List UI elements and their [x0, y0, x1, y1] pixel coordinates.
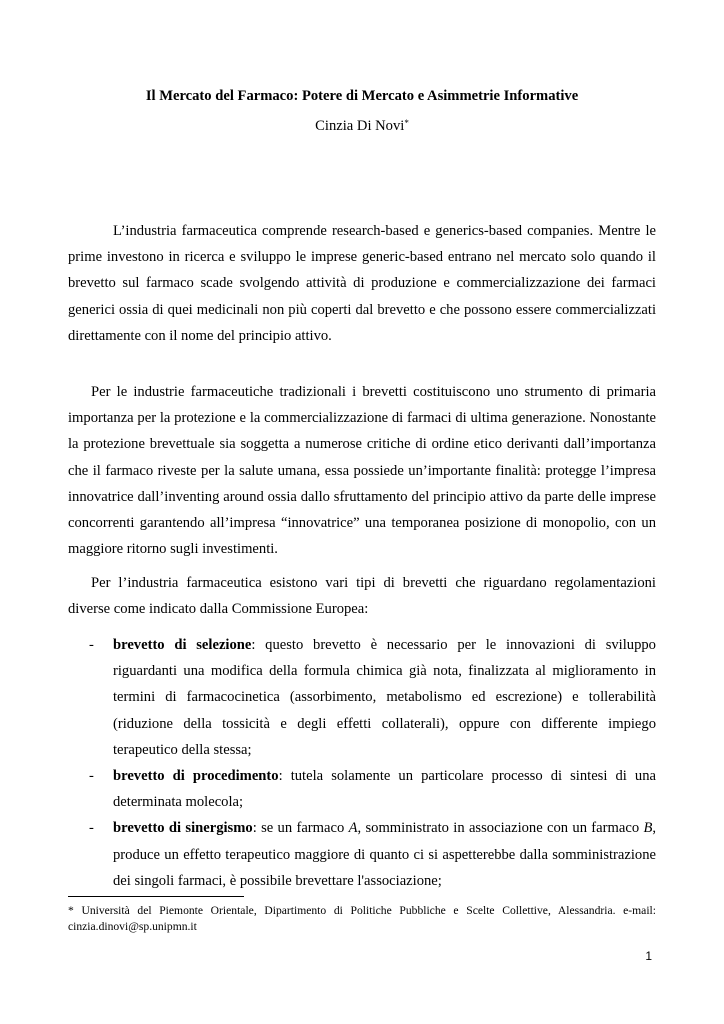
list-item-term: brevetto di sinergismo [113, 820, 253, 837]
list-dash: - [89, 768, 94, 785]
list-item [68, 815, 656, 894]
paragraph-text: Per l’industria farmaceutica esistono vari tipi di brevetti che riguardano regolamentazioni diverse come indicato dalla Commissione Europea: [68, 575, 656, 618]
footnote-mark: * [404, 118, 409, 128]
list-item-text: : questo brevetto è necessario per le innovazioni di sviluppo riguardanti una modifica della formula chimica già nota, finalizzata al miglioramento in termini di farmacocinetica (assorbimento, metabolismo ed escrezione) e tollerabilità (riduzione della tossicità e degli effetti collaterali), oppure con differente impiego terapeutico della stessa; [113, 637, 656, 758]
paragraph-2 [68, 379, 656, 562]
footnote: * Università del Piemonte Orientale, Dipartimento di Politiche Pubbliche e Scelte Collettive, Alessandria. e-mail: cinzia.dinovi@sp.unipmn.it [68, 904, 656, 933]
drug-a-label: A [348, 820, 358, 837]
paragraph-1 [68, 218, 656, 349]
document-title: Il Mercato del Farmaco: Potere di Mercato e Asimmetrie Informative [145, 88, 579, 104]
paragraph-text: Per le industrie farmaceutiche tradizionali i brevetti costituiscono uno strumento di primaria importanza per la protezione e la commercializzazione di farmaci di ultima generazione. Nonostante la protezione brevettuale sia soggetta a numerose critiche di ordine etico derivanti dall’importanza che il farmaco riveste per la salute umana, essa possiede un’importante finalità: protegge l’impresa innovatrice dall’inventing around ossia dallo sfruttamento del principio attivo da parte delle imprese concorrenti garantendo all’impresa “innovatrice” una temporanea posizione di monopolio, con un maggiore ritorno sugli investimenti. [68, 384, 656, 558]
page-number: 1 [645, 949, 652, 963]
list-item [68, 632, 656, 763]
list-item-term: brevetto di selezione [113, 637, 252, 653]
paragraph-3 [68, 570, 656, 622]
drug-b-label: B [643, 820, 653, 837]
paragraph-text: L’industria farmaceutica comprende research-based e generics-based companies. Mentre le prime investono in ricerca e sviluppo le imprese generic-based entrano nel mercato solo quando il brevetto sul farmaco scade svolgendo attività di produzione e commercializzazione dei farmaci generici ossia di quei medicinali non più coperti dal brevetto e che possono essere commercializzati direttamente con il nome del principio attivo. [68, 223, 656, 344]
list-item-text: : se un farmaco [252, 820, 349, 837]
footnote-divider [68, 896, 244, 897]
list-item-term: brevetto di procedimento [113, 768, 279, 785]
list-item-text: : tutela solamente un particolare processo di sintesi di una determinata molecola; [113, 768, 656, 811]
list-item-text: , produce un effetto terapeutico maggiore di quanto ci si aspetterebbe dalla somministrazione dei singoli farmaci, è possibile brevettare l'associazione; [113, 820, 657, 889]
list-dash: - [89, 637, 94, 653]
list-dash: - [89, 820, 94, 837]
patent-types-list [68, 632, 656, 894]
author-line [0, 117, 724, 135]
list-item [68, 763, 656, 815]
list-item-text: , somministrato in associazione con un farmaco [357, 820, 644, 837]
author-name: Cinzia Di Novi [315, 118, 405, 134]
